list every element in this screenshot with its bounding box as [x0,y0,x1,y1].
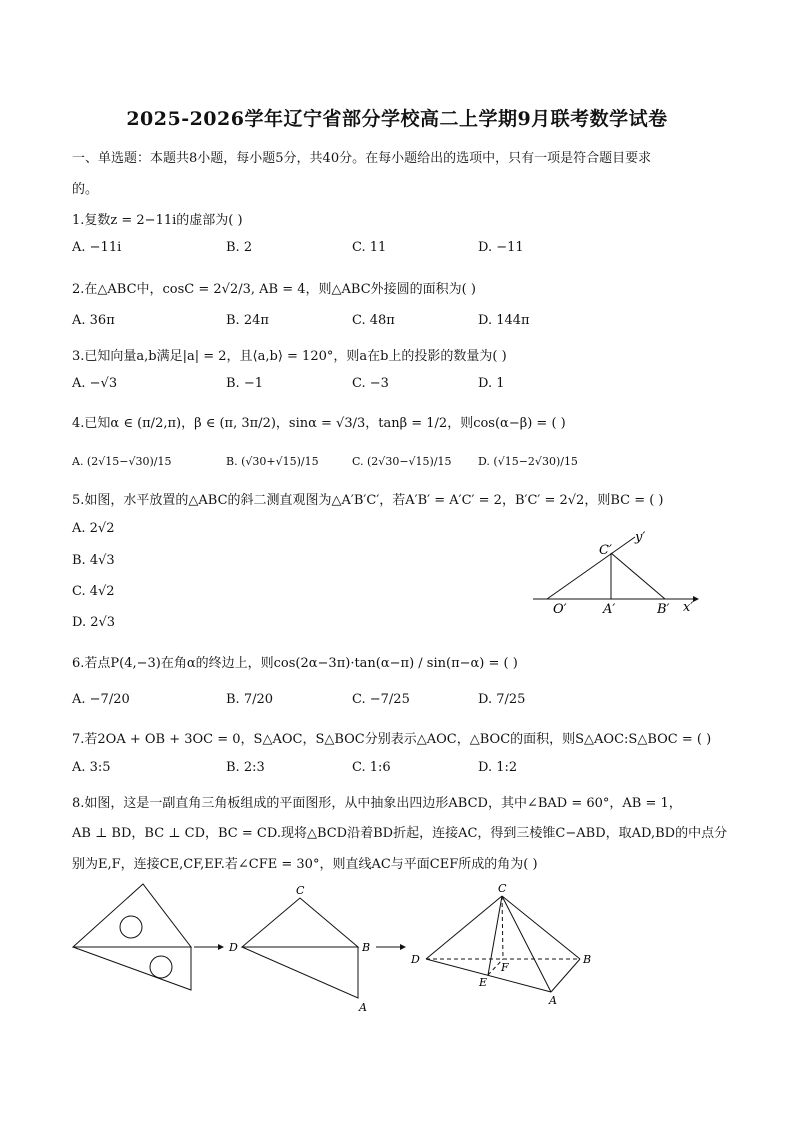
label-b-prime: B′ [657,602,670,617]
label-o-prime: O′ [553,602,567,617]
question-1-option-b: B. 2 [226,240,253,255]
mid-label-c: C [296,884,305,897]
question-5-stem: 5.如图，水平放置的△ABC的斜二测直观图为△A′B′C′，若A′B′ = A′C′ = 2，B′C′ = 2√2，则BC = ( ) [72,493,664,508]
question-4-option-b: B. (√30+√15)/15 [226,455,319,468]
question-4-option-a: A. (2√15−√30)/15 [72,455,172,468]
question-4-option-d: D. (√15−2√30)/15 [478,455,578,468]
edge-ca [502,896,551,992]
right-label-c: C [498,882,507,895]
section-heading-line2: 的。 [72,182,99,197]
arrow-1-head [218,944,224,950]
segment-c-b [611,553,665,599]
question-4-option-c: C. (2√30−√15)/15 [352,455,452,468]
right-label-b: B [583,953,592,966]
question-7-option-b: B. 2:3 [226,760,265,775]
right-label-f: F [501,961,509,974]
question-3-stem: 3.已知向量a,b满足|a| = 2，且⟨a,b⟩ = 120°，则a在b上的投影的数量为( ) [72,349,507,364]
label-y-prime: y′ [635,530,646,545]
segment-cf-hidden [502,896,503,959]
mid-label-d: D [229,941,238,954]
board-hole-lower [150,956,172,978]
question-6-stem: 6.若点P(4,−3)在角α的终边上，则cos(2α−3π)·tan(α−π) / sin(π−α) = ( ) [72,656,518,671]
question-6-option-b: B. 7/20 [226,692,274,707]
question-7-option-c: C. 1:6 [352,760,391,775]
question-6-option-d: D. 7/25 [478,692,526,707]
quad-triangle-abd [242,947,358,998]
edge-cb [502,896,580,959]
mid-label-b: B [362,941,371,954]
question-4-stem: 4.已知α ∈ (π/2,π)，β ∈ (π, 3π/2)，sinα = √3/3，tanβ = 1/2，则cos(α−β) = ( ) [72,416,566,431]
question-1-stem: 1.复数z = 2−11i的虚部为( ) [72,213,243,228]
question-5-option-b: B. 4√3 [72,553,115,568]
question-3-option-b: B. −1 [226,376,263,391]
quad-triangle-bcd [242,898,358,947]
question-5-option-c: C. 4√2 [72,584,115,599]
question-6-option-a: A. −7/20 [72,692,130,707]
figure-triangle-boards [68,880,638,1015]
y-axis-line [547,537,635,599]
mid-label-a: A [359,1001,367,1014]
right-label-a: A [549,994,557,1007]
question-1-option-a: A. −11i [72,240,122,255]
edge-da [426,959,551,992]
question-7-option-d: D. 1:2 [478,760,518,775]
question-3-option-c: C. −3 [352,376,389,391]
question-7-stem: 7.若2OA + OB + 3OC = 0，S△AOC，S△BOC分别表示△AOC，△BOC的面积，则S△AOC:S△BOC = ( ) [72,732,712,747]
page-title: 2025-2026学年辽宁省部分学校高二上学期9月联考数学试卷 [126,108,668,130]
arrow-2-head [400,944,406,950]
edge-dc [426,896,502,959]
question-7-option-a: A. 3:5 [72,760,111,775]
question-8-stem-line1: 8.如图，这是一副直角三角板组成的平面图形，从中抽象出四边形ABCD，其中∠BAD = 60°，AB = 1， [72,796,682,811]
section-heading-line1: 一、单选题：本题共8小题，每小题5分，共40分。在每小题给出的选项中，只有一项是符合题目要求 [72,151,652,166]
question-2-option-b: B. 24π [226,313,269,328]
question-2-option-a: A. 36π [72,313,115,328]
question-2-option-d: D. 144π [478,313,530,328]
x-axis-arrow [693,596,699,602]
question-8-stem-line2: AB ⊥ BD，BC ⊥ CD，BC = CD.现将△BCD沿着BD折起，连接AC，得到三棱锥C−ABD，取AD,BD的中点分 [72,826,728,841]
question-1-option-c: C. 11 [352,240,387,255]
question-3-option-d: D. 1 [478,376,505,391]
question-3-option-a: A. −√3 [72,376,118,391]
label-c-prime: C′ [599,543,612,558]
question-6-option-c: C. −7/25 [352,692,410,707]
question-2-option-c: C. 48π [352,313,395,328]
label-a-prime: A′ [603,602,616,617]
board-lower-triangle [73,947,191,990]
question-5-option-d: D. 2√3 [72,615,116,630]
question-5-option-a: A. 2√2 [72,521,115,536]
figure-oblique-projection [525,525,705,625]
right-label-e: E [479,976,488,989]
question-1-option-d: D. −11 [478,240,524,255]
board-hole-upper [120,916,142,938]
edge-ab [551,959,580,992]
segment-ce [488,896,502,975]
question-8-stem-line3: 别为E,F，连接CE,CF,EF.若∠CFE = 30°，则直线AC与平面CEF所成的角为( ) [72,857,538,872]
question-2-stem: 2.在△ABC中，cosC = 2√2/3, AB = 4，则△ABC外接圆的面积为( ) [72,282,476,297]
right-label-d: D [411,953,420,966]
label-x-prime: x′ [683,600,694,615]
